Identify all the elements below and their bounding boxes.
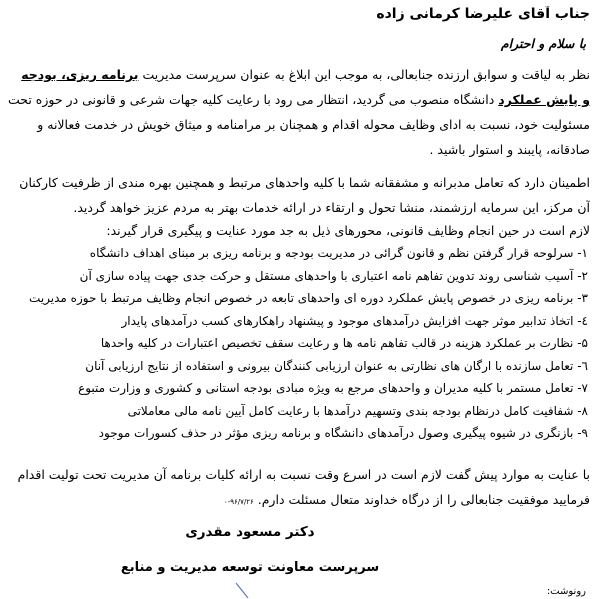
closing-paragraph (8, 462, 590, 512)
list-item: ۳- برنامه ریزی در خصوص پایش عملکرد دوره ای واحدهای تابعه در خصوص انجام وظایف مرتبط با حوزه مدیریت (29, 291, 588, 305)
hope-line-2: آن مرکز، این سرمایه ارزشمند، منشا تحول و ارتقاء در ارائه خدمات بهتر به مردم عزیز خواهد گردید. (73, 200, 590, 215)
list-item: ۹- بازنگری در شیوه پیگیری وصول درآمدهای دانشگاه و برنامه ریزی مؤثر در حذف کسورات موجود (98, 426, 588, 440)
signature-stroke (235, 582, 249, 599)
hope-line-1: اطمینان دارد که تعامل مدبرانه و مشفقانه شما با کلیه واحدهای مرتبط و همچنین بهره مندی از ظرفیت کارکنان (19, 175, 590, 190)
intro-line-1 (8, 62, 590, 87)
closing-line-2 (8, 487, 590, 512)
signatory-title: سرپرست معاونت توسعه مدیریت و منابع (120, 560, 380, 575)
list-item: ٦- تعامل سازنده با ارگان های نظارتی به عنوان ارزیابی کنندگان بیرونی و استفاده از نتایج ارزیابی آنان (85, 358, 588, 373)
intro-line-2 (8, 87, 590, 112)
signatory-name: دکتر مسعود مقدری (185, 524, 315, 540)
list-item: ٤- اتخاذ تدابیر موثر جهت افزایش درآمدهای موجود و پیشنهاد راهکارهای کسب درآمدهای پایدار (121, 313, 588, 328)
intro-line-3: مسئولیت خود، نسبت به ادای وظایف محوله اقدام و همچنان بر مرامنامه و میثاق خویش در خدمت فعالانه و (37, 117, 590, 132)
directive-list (8, 242, 588, 445)
greeting: با سلام و احترام (500, 36, 586, 51)
list-item: ۵- نظارت بر عملکرد هزینه در قالب تفاهم نامه ها و رعایت سقف تخصیص اعتبارات در کلیه واحدها (100, 336, 588, 350)
cc-label: رونوشت: (546, 586, 586, 597)
list-item: ۱- سرلوحه قرار گرفتن نظم و قانون گرائی در مدیریت بودجه و برنامه ریزی بر مبنای اهداف دانشگاه (89, 246, 588, 260)
unit-highlight-2: و پایش عملکرد (498, 92, 590, 107)
intro-text-2: دانشگاه منصوب می گردید، انتظار می رود با رعایت کلیه جهات شرعی و قانونی در حوزه تحت (8, 92, 495, 107)
hope-paragraph (8, 170, 590, 220)
closing-line-1: با عنایت به موارد پیش گفت لازم است در اسرع وقت نسبت به ارائه کلیات برنامه آن مدیریت تحت تولیت اقدام (17, 467, 590, 482)
list-item: ۲- آسیب شناسی روند تدوین تفاهم نامه اعتباری با واحدهای مستقل و حرکت جدی جهت پیاده سازی آن (79, 268, 588, 283)
intro-text-1: نظر به لیاقت و سوابق ارزنده جنابعالی، به موجب این ابلاغ به عنوان سرپرست مدیریت (142, 67, 590, 82)
necessary-line: لازم است در حین انجام وظایف قانونی، محورهای ذیل به جد مورد عنایت و پیگیری قرار گیرند: (106, 223, 590, 238)
closing-text: فرمایید موفقیت جنابعالی را از درگاه خداوند متعال مسئلت دارم. (257, 492, 590, 507)
intro-paragraph (8, 62, 590, 162)
intro-line-4: صادقانه، پایبند و استوار باشید . (429, 142, 590, 157)
list-item: ۸- شفافیت کامل درنظام بودجه بندی وتسهیم درآمدها با رعایت کامل آیین نامه مالی معاملاتی (127, 403, 588, 418)
letter-date: ۹۶/۷/۲۶-۰ (223, 498, 254, 506)
unit-highlight-1: برنامه ریزی، بودجه (21, 67, 139, 82)
addressee: جناب آقای علیرضا کرمانی زاده (376, 6, 590, 22)
list-item: ۷- تعامل مستمر با کلیه مدیران و واحدهای مرجع به ویژه مبادی بودجه استانی و کشوری و وزارت متبوع (78, 381, 588, 395)
